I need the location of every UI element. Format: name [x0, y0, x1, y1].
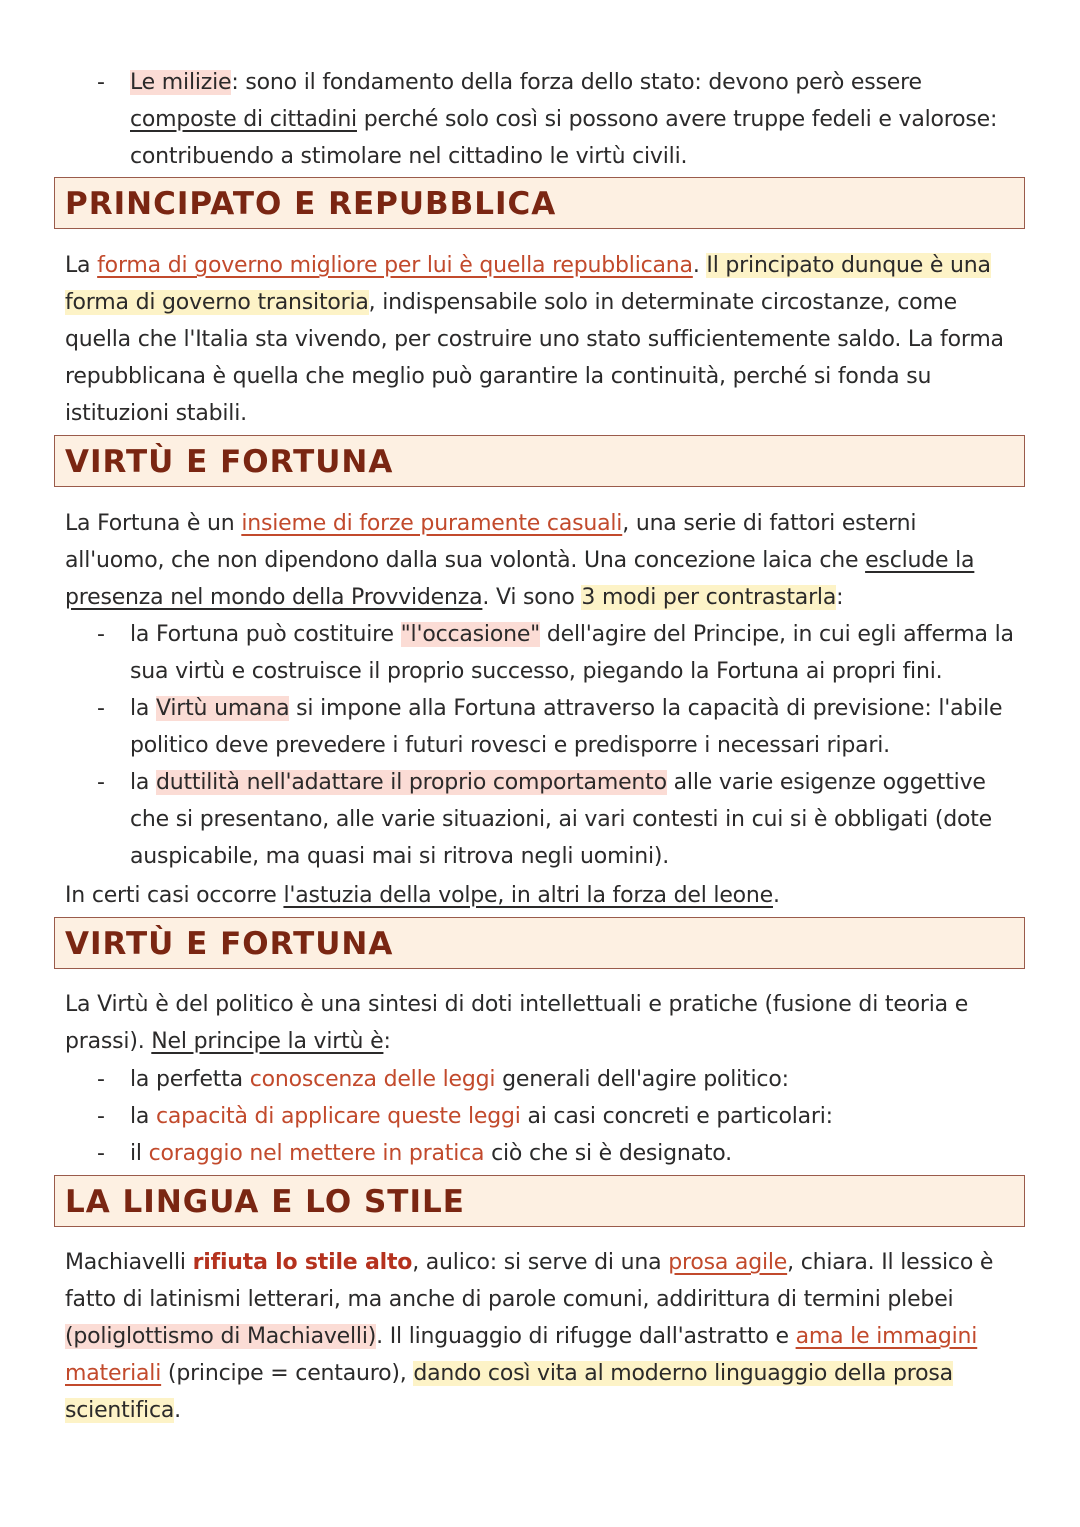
text: , una serie di fattori esterni all'uomo, che non dipendono dalla sua volontà. Una concezione laica che [65, 511, 917, 573]
underlined-text: esclude la presenza nel mondo della Provvidenza [65, 548, 975, 610]
underlined-text: composte di cittadini [130, 107, 357, 132]
fortuna-closing [65, 877, 1015, 914]
text: la Fortuna può costituire [130, 622, 401, 647]
list-item [65, 616, 1015, 690]
highlighted-text: "l'occasione" [400, 622, 541, 647]
text: , chiara. Il lessico è fatto di latinismi letterari, ma anche di parole comuni, addirittura di termini plebei [65, 1250, 994, 1312]
text: la [130, 770, 156, 795]
text: La Virtù è del politico è una sintesi di doti intellettuali e pratiche (fusione di teoria e prassi). [65, 992, 969, 1054]
text: , indispensabile solo in determinate circostanze, come quella che l'Italia sta vivendo, per costruire uno stato sufficientemente saldo. La forma repubblicana è quella che meglio può garantire la continuità, perché si fonda su istituzioni stabili. [65, 290, 1004, 426]
text: la [130, 696, 156, 721]
list-item [65, 690, 1015, 764]
emphasis-text: capacità di applicare queste leggi [156, 1104, 521, 1129]
emphasis-text: coraggio nel mettere in pratica [148, 1141, 485, 1166]
text: . [773, 883, 780, 908]
underlined-text: Nel principe la virtù è [151, 1029, 384, 1054]
heading-text: VIRTÙ E FORTUNA [65, 444, 394, 480]
list-item [65, 64, 1015, 175]
emphasis-text: conoscenza delle leggi [249, 1067, 496, 1092]
text: alle varie esigenze oggettive che si presentano, alle varie situazioni, ai vari contesti in cui si è obbligati (dote auspicabile, ma quasi mai si ritrova negli uomini). [130, 770, 992, 869]
text: La [65, 253, 98, 278]
lingua-paragraph [65, 1244, 1015, 1429]
section-heading-lingua [54, 1175, 1025, 1227]
bold-emphasis: rifiuta lo stile alto [192, 1250, 413, 1275]
text: perché solo così si possono avere truppe fedeli e valorose: contribuendo a stimolare nel cittadino le virtù civili. [130, 107, 998, 169]
highlighted-text: duttilità nell'adattare il proprio comportamento [156, 770, 667, 795]
text: : [836, 585, 844, 610]
text: . [174, 1398, 181, 1423]
milizie-term: Le milizie [130, 70, 232, 95]
text: : sono il fondamento della forza dello stato: devono però essere [231, 70, 922, 95]
underlined-text: forma di governo migliore per lui è quella repubblicana [97, 253, 693, 278]
highlighted-text: Il principato dunque è una forma di governo transitoria [65, 253, 991, 315]
text: , aulico: si serve di una [412, 1250, 669, 1275]
text: In certi casi occorre [65, 883, 284, 908]
underlined-text: ama le immagini materiali [65, 1324, 978, 1386]
text: la [130, 1104, 156, 1129]
text: si impone alla Fortuna attraverso la capacità di previsione: l'abile politico deve prevedere i futuri rovesci e predisporre i necessari ripari. [130, 696, 1003, 758]
list-item [65, 1098, 1015, 1135]
text: : [383, 1029, 391, 1054]
highlighted-text: (poliglottismo di Machiavelli) [65, 1324, 377, 1349]
milizie-list [65, 64, 1015, 175]
virtu-paragraph [65, 986, 1015, 1060]
heading-text: PRINCIPATO E REPUBBLICA [65, 186, 557, 222]
text: la perfetta [130, 1067, 250, 1092]
underlined-text: prosa agile [668, 1250, 788, 1275]
text: (principe = centauro), [161, 1361, 414, 1386]
list-item [65, 1061, 1015, 1098]
list-item [65, 764, 1015, 875]
heading-text: LA LINGUA E LO STILE [65, 1184, 465, 1220]
underlined-text: l'astuzia della volpe, in altri la forza del leone [283, 883, 773, 908]
list-item [65, 1135, 1015, 1172]
fortuna-list [65, 616, 1015, 875]
section-heading-principato [54, 177, 1025, 229]
text: Machiavelli [65, 1250, 193, 1275]
text: dell'agire del Principe, in cui egli afferma la sua virtù e costruisce il proprio successo, piegando la Fortuna ai propri fini. [130, 622, 1014, 684]
section-heading-virtu-fortuna-1 [54, 435, 1025, 487]
highlighted-text: Virtù umana [156, 696, 290, 721]
text: ciò che si è designato. [484, 1141, 732, 1166]
text: . [692, 253, 707, 278]
fortuna-paragraph [65, 505, 1015, 616]
text: La Fortuna è un [65, 511, 242, 536]
highlighted-text: dando così vita al moderno linguaggio della prosa scientifica [65, 1361, 953, 1423]
text: . Il linguaggio di rifugge dall'astratto e [376, 1324, 796, 1349]
text: generali dell'agire politico: [495, 1067, 789, 1092]
text: il [130, 1141, 149, 1166]
principato-paragraph [65, 247, 1015, 432]
highlighted-text: 3 modi per contrastarla [581, 585, 837, 610]
text: . Vi sono [482, 585, 582, 610]
virtu-list [65, 1061, 1015, 1172]
heading-text: VIRTÙ E FORTUNA [65, 926, 394, 962]
text: ai casi concreti e particolari: [520, 1104, 833, 1129]
underlined-text: insieme di forze puramente casuali [241, 511, 623, 536]
section-heading-virtu-fortuna-2 [54, 917, 1025, 969]
